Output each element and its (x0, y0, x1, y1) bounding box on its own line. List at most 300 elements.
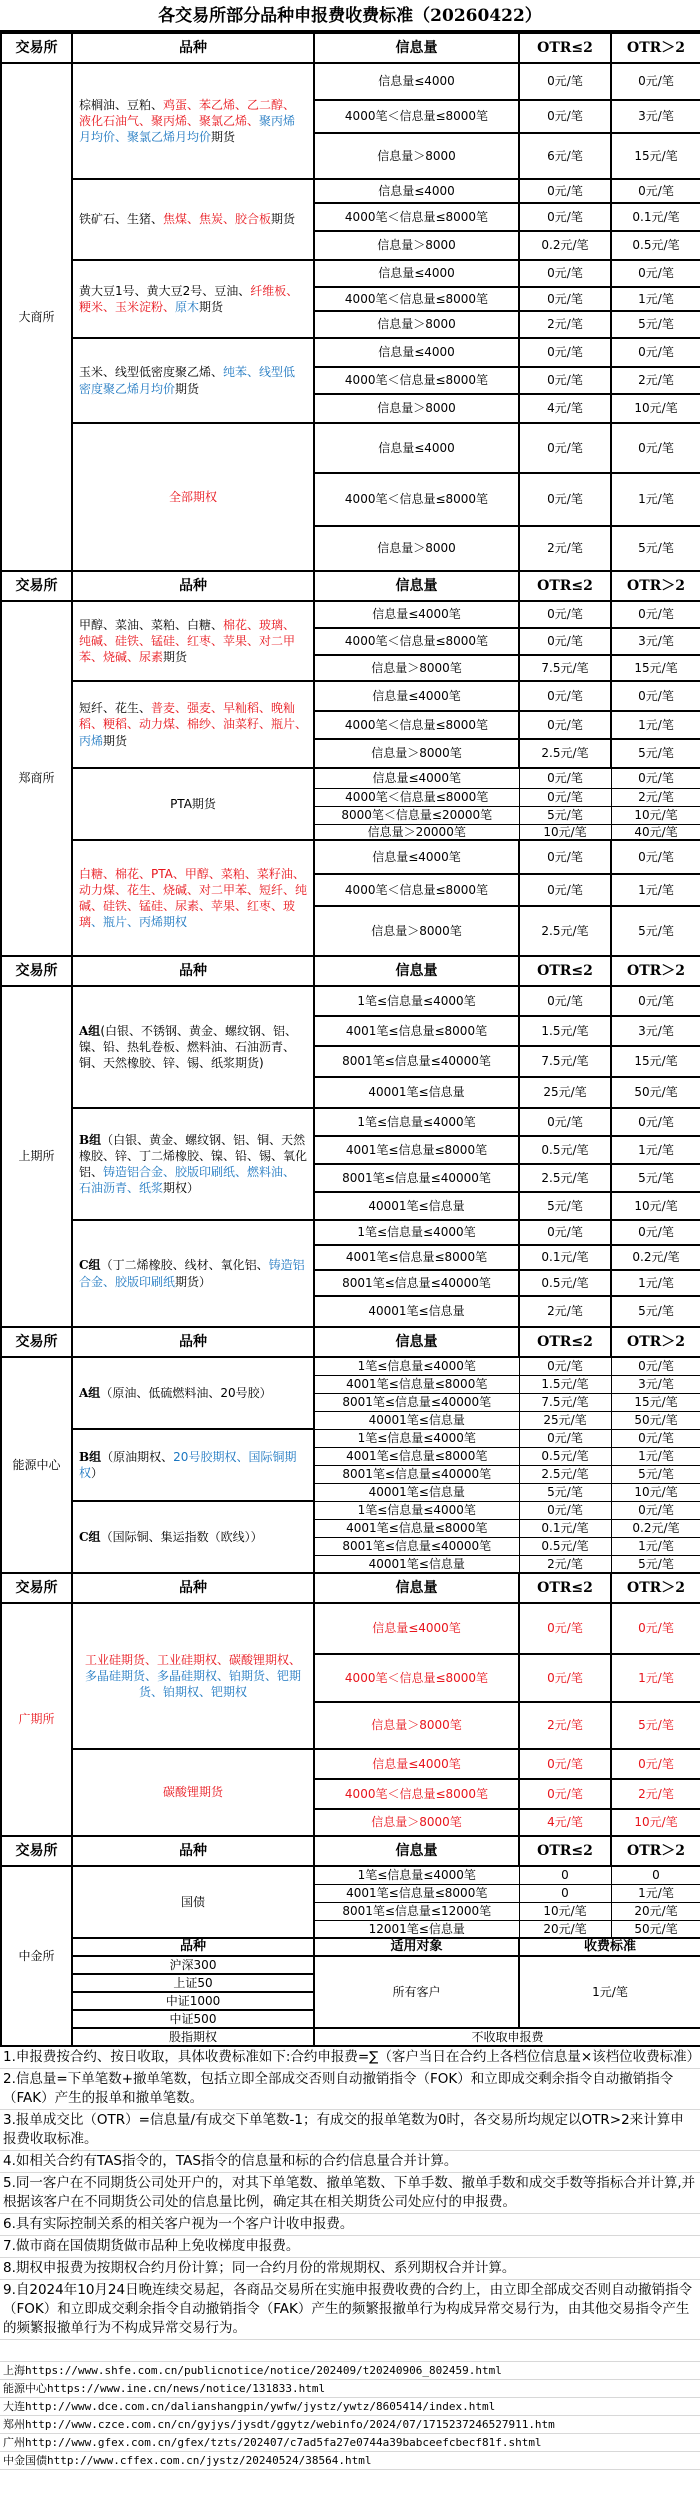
cell-otr-le2: 2元/笔 (519, 1555, 611, 1573)
cell-otr-gt2: 15元/笔 (611, 655, 700, 681)
cell-volume: 8001笔≤信息量≤40000笔 (314, 1465, 519, 1483)
option-row (1, 2028, 700, 2046)
cell-otr-gt2: 10元/笔 (611, 1809, 700, 1836)
variety-text: （原油、低硫燃料油、20号胶） (100, 1385, 272, 1400)
variety-cell (72, 423, 314, 571)
cell-volume: 1笔≤信息量≤4000笔 (314, 1866, 519, 1884)
cell-otr-gt2: 0元/笔 (611, 63, 700, 100)
cell-otr-le2: 0元/笔 (519, 100, 611, 133)
cell-otr-gt2: 15元/笔 (611, 1393, 700, 1411)
header-row (1, 956, 700, 986)
note-item: 9.自2024年10月24日晚连续交易起，各商品交易所在实施申报费收费的合约上，由立即全部成交否则自动撤销指令（FOK）和立即成交剩余指令自动撤销指令（FAK）产生的频繁报撤单行为构成异常交易行为，由其他交易指令产生的频繁报撤单行为不构成异常交易行为。 (0, 2280, 700, 2340)
group-label: B组 (79, 1132, 102, 1147)
cell-volume: 信息量＞8000笔 (314, 906, 519, 956)
cell-otr-le2: 2.5元/笔 (519, 906, 611, 956)
exchange-name: 郑商所 (1, 601, 72, 956)
cell-volume: 信息量≤4000笔 (314, 681, 519, 711)
cell-otr-le2: 0元/笔 (519, 768, 611, 788)
cell-otr-gt2: 40元/笔 (611, 824, 700, 840)
cell-otr-le2: 0元/笔 (519, 473, 611, 526)
cell-otr-gt2: 5元/笔 (611, 1164, 700, 1192)
cell-otr-gt2: 5元/笔 (611, 906, 700, 956)
cell-otr-le2: 0元/笔 (519, 287, 611, 311)
cell-otr-gt2: 0.5元/笔 (611, 231, 700, 260)
cell-volume: 信息量＞8000 (314, 394, 519, 423)
group-label: A组 (79, 1023, 101, 1038)
cell-otr-le2: 0元/笔 (519, 179, 611, 203)
variety-cell (72, 260, 314, 338)
header-volume: 信息量 (314, 1573, 519, 1603)
cell-otr-le2: 0元/笔 (519, 840, 611, 874)
cell-otr-gt2: 0元/笔 (611, 1357, 700, 1375)
cell-otr-le2: 2元/笔 (519, 1702, 611, 1749)
fee-row (1, 423, 700, 473)
cell-otr-le2: 0元/笔 (519, 874, 611, 906)
cell-otr-gt2: 0元/笔 (611, 1108, 700, 1136)
variety-text: 白糖、棉花、PTA、甲醇、菜粕、菜籽油、动力煤、花生、烧碱、对二甲苯、短纤、纯碱、硅铁、锰硅、尿素、苹果、红枣、玻璃 (79, 866, 308, 930)
cell-otr-le2: 0元/笔 (519, 1749, 611, 1779)
cell-volume: 信息量≤4000 (314, 179, 519, 203)
fee-row (1, 260, 700, 287)
cell-volume: 信息量＞8000笔 (314, 1702, 519, 1749)
cell-otr-le2: 2.5元/笔 (519, 1164, 611, 1192)
cell-otr-gt2: 1元/笔 (611, 287, 700, 311)
variety-text: （国际铜、集运指数（欧线）） (100, 1529, 263, 1544)
variety-text: 玉米、线型低密度聚乙烯、 (79, 365, 224, 380)
cell-otr-gt2: 5元/笔 (611, 1465, 700, 1483)
cell-otr-gt2: 1元/笔 (611, 711, 700, 739)
cell-volume: 8001笔≤信息量≤40000笔 (314, 1537, 519, 1555)
cell-volume: 4001笔≤信息量≤8000笔 (314, 1375, 519, 1393)
cell-otr-gt2: 50元/笔 (611, 1077, 700, 1108)
header-row (1, 571, 700, 601)
note-item: 3.报单成交比（OTR）=信息量/有成交下单笔数-1；有成交的报单笔数为0时，各交易所均规定以OTR>2来计算申报费收取标准。 (0, 2110, 700, 2151)
variety-text: 短纤、花生、 (79, 701, 152, 716)
header-variety: 品种 (72, 33, 314, 63)
cell-volume: 4001笔≤信息量≤8000笔 (314, 1245, 519, 1270)
index-variety: 上证50 (72, 1974, 314, 1992)
cell-volume: 8001笔≤信息量≤12000笔 (314, 1902, 519, 1920)
cell-otr-le2: 0 (519, 1866, 611, 1884)
note-item: 7.做市商在国债期货做市品种上免收梯度申报费。 (0, 2236, 700, 2258)
cell-otr-gt2: 20元/笔 (611, 1902, 700, 1920)
cell-otr-le2: 0元/笔 (519, 788, 611, 806)
cell-otr-gt2: 0 (611, 1866, 700, 1884)
group-label: C组 (79, 1258, 101, 1273)
cell-otr-le2: 0.5元/笔 (519, 1537, 611, 1555)
source-link[interactable]: 上海https://www.shfe.com.cn/publicnotice/notice/202409/t20240906_802459.html (0, 2362, 700, 2380)
group-label: B组 (79, 1449, 102, 1464)
fee-row (1, 681, 700, 711)
source-links (0, 2362, 700, 2470)
cell-volume: 信息量＞8000 (314, 311, 519, 338)
cell-otr-le2: 10元/笔 (519, 1902, 611, 1920)
variety-text: 铸造铝合金、胶版印刷纸 (79, 1258, 305, 1289)
variety-cell (72, 768, 314, 840)
fee-row (1, 338, 700, 367)
cell-volume: 1笔≤信息量≤4000笔 (314, 1108, 519, 1136)
variety-text: （白银、黄金、螺纹钢、铝、铜、天然橡胶、锌、丁二烯橡胶、镍、铅、锡、氧化铝、 (79, 1132, 308, 1179)
header-otr-gt2: OTR＞2 (611, 33, 700, 63)
variety-text: 20号胶期权、国际铜期权 (79, 1449, 297, 1480)
cell-otr-gt2: 5元/笔 (611, 311, 700, 338)
fee-row (1, 768, 700, 788)
note-item: 4.如相关合约有TAS指令的，TAS指令的信息量和标的合约信息量合并计算。 (0, 2151, 700, 2173)
header-otr-gt2: OTR＞2 (611, 1327, 700, 1357)
variety-text: 全部期权 (168, 489, 217, 504)
cell-otr-gt2: 5元/笔 (611, 1296, 700, 1327)
variety-text: 铸造铝合金、胶版印刷纸、燃料油、石油沥青、纸浆 (79, 1165, 296, 1196)
cell-volume: 信息量≤4000笔 (314, 768, 519, 788)
note-item: 2.信息量=下单笔数+撤单笔数，包括立即全部成交否则自动撤销指令（FOK）和立即成交剩余指令自动撤销指令（FAK）产生的报单和撤单笔数。 (0, 2069, 700, 2110)
cell-volume: 1笔≤信息量≤4000笔 (314, 986, 519, 1016)
variety-text: 碳酸锂期货 (162, 1785, 223, 1800)
cell-otr-le2: 0.1元/笔 (519, 1519, 611, 1537)
header-otr-le2: OTR≤2 (519, 1327, 611, 1357)
cell-otr-le2: 2.5元/笔 (519, 1465, 611, 1483)
cell-otr-gt2: 0.1元/笔 (611, 203, 700, 231)
cell-otr-le2: 0元/笔 (519, 1779, 611, 1809)
cell-volume: 8001笔≤信息量≤40000笔 (314, 1393, 519, 1411)
cell-otr-le2: 2元/笔 (519, 311, 611, 338)
group-label: C组 (79, 1529, 101, 1544)
fee-row (1, 840, 700, 874)
cell-otr-le2: 0.5元/笔 (519, 1447, 611, 1465)
cell-otr-gt2: 3元/笔 (611, 1375, 700, 1393)
variety-text: 普麦、强麦、早籼稻、晚籼稻、粳稻、动力煤、棉纱、油菜籽、瓶片、 (79, 701, 308, 732)
cell-otr-gt2: 50元/笔 (611, 1411, 700, 1429)
cell-otr-le2: 7.5元/笔 (519, 655, 611, 681)
cell-otr-gt2: 2元/笔 (611, 1779, 700, 1809)
exchange-name: 能源中心 (1, 1357, 72, 1573)
variety-cell (72, 681, 314, 768)
cell-otr-le2: 0元/笔 (519, 367, 611, 394)
variety-text: 丙烯 (79, 733, 104, 748)
cell-otr-gt2: 1元/笔 (611, 473, 700, 526)
variety-text: （原油期权、 (101, 1449, 174, 1464)
cell-otr-le2: 4元/笔 (519, 1809, 611, 1836)
variety-cell (72, 1220, 314, 1327)
cell-volume: 4000笔＜信息量≤8000笔 (314, 1654, 519, 1702)
source-link[interactable]: 广州http://www.gfex.com.cn/gfex/tzts/202407/c7ad5fa27e0744a39babceefcbecf81f.shtml (0, 2434, 700, 2452)
variety-text: （丁二烯橡胶、线材、氧化铝、 (100, 1258, 269, 1273)
header-exchange: 交易所 (1, 33, 72, 63)
cell-volume: 8001笔≤信息量≤40000笔 (314, 1270, 519, 1296)
header-exchange: 交易所 (1, 1327, 72, 1357)
fee-row (1, 1429, 700, 1447)
cell-otr-gt2: 15元/笔 (611, 133, 700, 179)
cell-otr-gt2: 0元/笔 (611, 423, 700, 473)
cell-otr-le2: 25元/笔 (519, 1411, 611, 1429)
variety-cell (72, 986, 314, 1108)
cell-otr-gt2: 0元/笔 (611, 1603, 700, 1654)
cell-volume: 4000笔＜信息量≤8000笔 (314, 100, 519, 133)
cell-volume: 信息量≤4000 (314, 260, 519, 287)
cell-otr-gt2: 2元/笔 (611, 367, 700, 394)
fee-row (1, 1603, 700, 1654)
fee-row (1, 1866, 700, 1884)
cell-volume: 1笔≤信息量≤4000笔 (314, 1429, 519, 1447)
variety-text: 纯苯、线型低密度聚乙烯月均价 (79, 365, 296, 396)
cell-otr-le2: 1.5元/笔 (519, 1375, 611, 1393)
cell-otr-gt2: 5元/笔 (611, 1702, 700, 1749)
cell-otr-gt2: 0元/笔 (611, 1220, 700, 1245)
variety-text: 甲醇、菜油、菜粕、白糖、 (79, 617, 224, 632)
cell-otr-le2: 7.5元/笔 (519, 1393, 611, 1411)
header-otr-gt2: OTR＞2 (611, 1573, 700, 1603)
cell-volume: 信息量≤4000笔 (314, 601, 519, 628)
cell-otr-le2: 10元/笔 (519, 824, 611, 840)
cell-otr-le2: 5元/笔 (519, 1192, 611, 1220)
cell-otr-gt2: 2元/笔 (611, 788, 700, 806)
cell-otr-gt2: 15元/笔 (611, 1046, 700, 1077)
exchange-name: 广期所 (1, 1603, 72, 1836)
note-item: 1.申报费按合约、按日收取，具体收费标准如下:合约申报费=∑（客户当日在合约上各档位信息量×该档位收费标准） (0, 2047, 700, 2069)
variety-cell (72, 1501, 314, 1573)
cell-volume: 4000笔＜信息量≤8000笔 (314, 1779, 519, 1809)
cell-otr-gt2: 3元/笔 (611, 628, 700, 655)
cell-otr-le2: 0元/笔 (519, 711, 611, 739)
header-variety: 品种 (72, 956, 314, 986)
header-volume: 信息量 (314, 571, 519, 601)
cell-otr-le2: 6元/笔 (519, 133, 611, 179)
source-link[interactable]: 能源中心https://www.ine.cn/news/notice/131833.html (0, 2380, 700, 2398)
source-link[interactable]: 大连http://www.dce.com.cn/dalianshangpin/ywfw/jystz/ywtz/8605414/index.html (0, 2398, 700, 2416)
cell-otr-le2: 4元/笔 (519, 394, 611, 423)
cell-volume: 信息量≤4000笔 (314, 1603, 519, 1654)
variety-text: 多晶硅期货、多晶硅期权、铂期货、钯期货、铂期权、钯期权 (84, 1668, 301, 1700)
cell-otr-gt2: 0元/笔 (611, 840, 700, 874)
note-item: 5.同一客户在不同期货公司处开户的，对其下单笔数、撤单笔数、下单手数、撤单手数和成交手数等指标合并计算,并根据该客户在不同期货公司处的信息量比例，确定其在相关期货公司处应付的申报费。 (0, 2173, 700, 2214)
cell-otr-gt2: 5元/笔 (611, 739, 700, 768)
index-variety: 中证1000 (72, 1992, 314, 2010)
variety-cell: 国债 (72, 1866, 314, 1938)
header-otr-gt2: OTR＞2 (611, 956, 700, 986)
cell-volume: 40001笔≤信息量 (314, 1411, 519, 1429)
cell-otr-le2: 0元/笔 (519, 203, 611, 231)
header-volume: 信息量 (314, 956, 519, 986)
index-variety: 中证500 (72, 2010, 314, 2028)
cell-otr-gt2: 0元/笔 (611, 338, 700, 367)
header-volume: 信息量 (314, 1327, 519, 1357)
note-item: 6.具有实际控制关系的相关客户视为一个客户计收申报费。 (0, 2214, 700, 2236)
header-row (1, 1327, 700, 1357)
variety-cell (72, 1429, 314, 1501)
variety-text: 棉花、玻璃、纯碱、硅铁、锰硅、红枣、苹果、对二甲苯、烧碱、尿素 (79, 617, 296, 665)
variety-text: 期货 (103, 733, 128, 748)
cell-otr-le2: 0.1元/笔 (519, 1245, 611, 1270)
source-link[interactable]: 中金国债http://www.cffex.com.cn/jystz/20240524/38564.html (0, 2452, 700, 2470)
variety-text: 、瓶片、丙烯期权 (91, 915, 188, 930)
cell-otr-le2: 0元/笔 (519, 338, 611, 367)
cell-otr-le2: 0元/笔 (519, 63, 611, 100)
cell-otr-gt2: 0元/笔 (611, 601, 700, 628)
header-variety: 品种 (72, 1573, 314, 1603)
cell-volume: 信息量≤4000 (314, 423, 519, 473)
fee-row (1, 179, 700, 203)
cell-otr-le2: 5元/笔 (519, 806, 611, 824)
cell-volume: 1笔≤信息量≤4000笔 (314, 1220, 519, 1245)
cell-otr-le2: 0.5元/笔 (519, 1136, 611, 1164)
cell-otr-le2: 0元/笔 (519, 1108, 611, 1136)
header-exchange: 交易所 (1, 956, 72, 986)
variety-text: 工业硅期货、工业硅期权、碳酸锂期权、 (84, 1652, 301, 1667)
cell-otr-le2: 0元/笔 (519, 986, 611, 1016)
header-otr-le2: OTR≤2 (519, 1836, 611, 1866)
cell-volume: 信息量≤4000笔 (314, 840, 519, 874)
cell-volume: 40001笔≤信息量 (314, 1483, 519, 1501)
variety-cell (72, 1108, 314, 1220)
cell-volume: 4001笔≤信息量≤8000笔 (314, 1016, 519, 1046)
header-volume: 信息量 (314, 33, 519, 63)
variety-text: 期货 (211, 130, 236, 145)
variety-text: 期货 (175, 381, 200, 396)
cell-otr-gt2: 1元/笔 (611, 874, 700, 906)
fee-row (1, 1220, 700, 1245)
cell-otr-le2: 0 (519, 1884, 611, 1902)
cell-volume: 4001笔≤信息量≤8000笔 (314, 1447, 519, 1465)
variety-cell (72, 1749, 314, 1836)
option-note: 不收取申报费 (314, 2028, 700, 2046)
cell-otr-gt2: 50元/笔 (611, 1920, 700, 1938)
cell-otr-gt2: 0元/笔 (611, 1429, 700, 1447)
variety-text: 鸡蛋、苯乙烯、乙二醇、液化石油气、聚丙烯、聚氯乙烯、 (79, 97, 296, 128)
variety-cell (72, 179, 314, 260)
fee-row (1, 1108, 700, 1136)
cell-otr-gt2: 3元/笔 (611, 1016, 700, 1046)
source-link[interactable]: 郑州http://www.czce.com.cn/cn/gyjys/jysdt/ggytz/webinfo/2024/07/1715237246527911.htm (0, 2416, 700, 2434)
fee-table (0, 32, 700, 2047)
cell-otr-gt2: 0元/笔 (611, 179, 700, 203)
cell-volume: 信息量＞20000笔 (314, 824, 519, 840)
cell-volume: 40001笔≤信息量 (314, 1555, 519, 1573)
fee-row (1, 1749, 700, 1779)
header-standard: 收费标准 (519, 1938, 700, 1956)
cell-otr-gt2: 10元/笔 (611, 806, 700, 824)
cell-otr-gt2: 5元/笔 (611, 1555, 700, 1573)
cell-otr-le2: 0元/笔 (519, 601, 611, 628)
cell-otr-le2: 0.5元/笔 (519, 1270, 611, 1296)
cell-volume: 信息量≤4000笔 (314, 1749, 519, 1779)
cell-volume: 信息量≤4000 (314, 63, 519, 100)
fee-row (1, 63, 700, 100)
exchange-name: 大商所 (1, 63, 72, 571)
group-label: A组 (79, 1385, 101, 1400)
index-header-row (1, 1938, 700, 1956)
header-exchange: 交易所 (1, 1573, 72, 1603)
fee-row (1, 601, 700, 628)
header-target: 适用对象 (314, 1938, 519, 1956)
cell-otr-le2: 0.2元/笔 (519, 231, 611, 260)
exchange-name: 中金所 (1, 1866, 72, 2046)
variety-text: 期货） (175, 1274, 212, 1289)
cell-otr-gt2: 1元/笔 (611, 1270, 700, 1296)
header-otr-gt2: OTR＞2 (611, 1836, 700, 1866)
cell-volume: 4000笔＜信息量≤8000笔 (314, 788, 519, 806)
cell-volume: 1笔≤信息量≤4000笔 (314, 1501, 519, 1519)
cell-volume: 信息量＞8000 (314, 133, 519, 179)
cell-volume: 4000笔＜信息量≤8000笔 (314, 367, 519, 394)
cell-otr-gt2: 0元/笔 (611, 260, 700, 287)
note-item: 8.期权申报费为按期权合约月份计算；同一合约月份的常规期权、系列期权合并计算。 (0, 2258, 700, 2280)
fee-row (1, 1357, 700, 1375)
header-row (1, 33, 700, 63)
variety-text: 聚丙烯月均价、聚氯乙烯月均价 (79, 113, 296, 145)
cell-volume: 4000笔＜信息量≤8000笔 (314, 473, 519, 526)
cell-otr-gt2: 10元/笔 (611, 1192, 700, 1220)
fee-row (1, 1501, 700, 1519)
cell-volume: 信息量＞8000 (314, 231, 519, 260)
variety-cell (72, 63, 314, 179)
cell-otr-le2: 5元/笔 (519, 1483, 611, 1501)
cell-volume: 40001笔≤信息量 (314, 1077, 519, 1108)
notes-section (0, 2047, 700, 2340)
cell-otr-gt2: 0元/笔 (611, 1749, 700, 1779)
header-variety: 品种 (72, 571, 314, 601)
variety-text: 期货 (163, 650, 188, 665)
cell-volume: 4001笔≤信息量≤8000笔 (314, 1519, 519, 1537)
cell-otr-le2: 0元/笔 (519, 1501, 611, 1519)
cell-volume: 40001笔≤信息量 (314, 1296, 519, 1327)
header-otr-le2: OTR≤2 (519, 571, 611, 601)
header-otr-le2: OTR≤2 (519, 956, 611, 986)
blank-line (0, 2340, 700, 2362)
header-otr-gt2: OTR＞2 (611, 571, 700, 601)
page-title: 各交易所部分品种申报费收费标准（20260422） (0, 0, 700, 32)
variety-cell (72, 601, 314, 681)
cell-volume: 信息量＞8000笔 (314, 655, 519, 681)
cell-otr-le2: 0元/笔 (519, 681, 611, 711)
cell-otr-le2: 7.5元/笔 (519, 1046, 611, 1077)
cell-volume: 8000笔＜信息量≤20000笔 (314, 806, 519, 824)
variety-text: 纤维板、粳米、玉米淀粉、 (79, 283, 299, 314)
variety-text: 期货 (271, 212, 296, 227)
cell-volume: 4000笔＜信息量≤8000笔 (314, 711, 519, 739)
variety-text: 期货 (199, 300, 224, 314)
cell-volume: 信息量≤4000 (314, 338, 519, 367)
cell-otr-gt2: 5元/笔 (611, 526, 700, 571)
variety-text: 棕榈油、豆粕、 (79, 97, 164, 112)
variety-cell (72, 1603, 314, 1749)
cell-otr-le2: 2元/笔 (519, 526, 611, 571)
variety-text: ） (91, 1466, 104, 1480)
fee-row (1, 986, 700, 1016)
header-exchange: 交易所 (1, 571, 72, 601)
variety-text: 期权） (163, 1181, 200, 1196)
cell-otr-le2: 0元/笔 (519, 1603, 611, 1654)
cell-volume: 1笔≤信息量≤4000笔 (314, 1357, 519, 1375)
index-standard: 1元/笔 (519, 1956, 700, 2028)
variety-text: 铁矿石、生猪、 (79, 212, 164, 227)
header-variety: 品种 (72, 1327, 314, 1357)
variety-text: (白银、不锈钢、黄金、螺纹钢、铝、镍、铅、热轧卷板、燃料油、石油沥青、铜、天然橡胶、锌、锡、纸浆期货) (79, 1023, 297, 1071)
cell-otr-gt2: 1元/笔 (611, 1136, 700, 1164)
cell-otr-le2: 25元/笔 (519, 1077, 611, 1108)
index-target: 所有客户 (314, 1956, 519, 2028)
cell-volume: 40001笔≤信息量 (314, 1192, 519, 1220)
cell-otr-le2: 0元/笔 (519, 628, 611, 655)
header-variety: 品种 (72, 1938, 314, 1956)
cell-volume: 4001笔≤信息量≤8000笔 (314, 1136, 519, 1164)
cell-volume: 信息量＞8000 (314, 526, 519, 571)
header-volume: 信息量 (314, 1836, 519, 1866)
cell-otr-gt2: 3元/笔 (611, 100, 700, 133)
cell-volume: 4001笔≤信息量≤8000笔 (314, 1884, 519, 1902)
cell-otr-le2: 0元/笔 (519, 423, 611, 473)
cell-volume: 8001笔≤信息量≤40000笔 (314, 1046, 519, 1077)
exchange-name: 上期所 (1, 986, 72, 1327)
variety-text: PTA期货 (170, 796, 216, 811)
